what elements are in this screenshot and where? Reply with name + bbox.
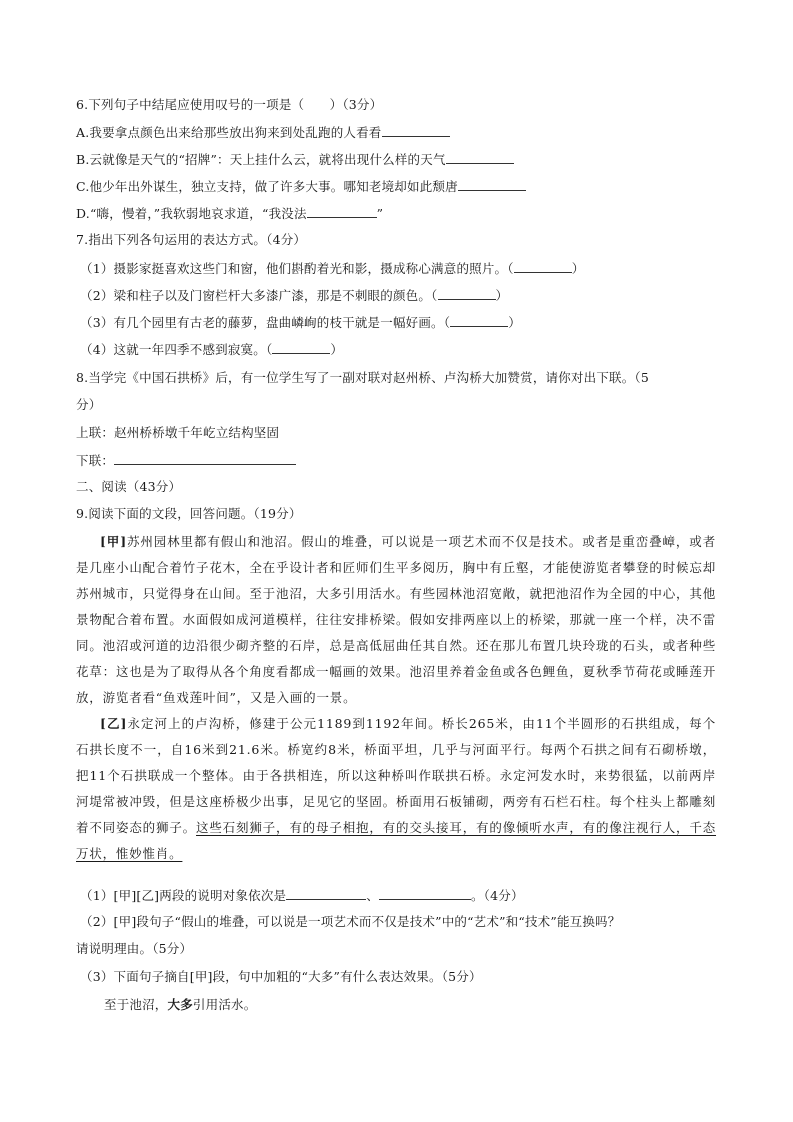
q6-stem: 6.下列句子中结尾应使用叹号的一项是（ ）（3分） <box>76 97 383 112</box>
paren-close: ） <box>495 288 509 303</box>
quote-bold-word: 大多 <box>167 997 193 1012</box>
q6-option-d <box>76 205 723 222</box>
q9-sub-2-line2: 请说明理由。（5分） <box>76 941 193 956</box>
passage-jia-text: 苏州园林里都有假山和池沼。假山的堆叠，可以说是一项艺术而不仅是技术。或者是重峦叠嶂，或者是几座小山配合着竹子花木，全在乎设计者和匠师们生平多阅历，胸中有丘壑，才能使游览者攀登的时候忘却苏州城市，只觉得身在山间。至于池沼，大多引用活水。有些园林池沼宽敞，就把池沼作为全园的中心，其他景物配合着布置。水面假如成河道模样，往往安排桥梁。假如安排两座以上的桥梁，那就一座一个样，决不雷同。池沼或河道的边沿很少砌齐整的石岸，总是高低屈曲任其自然。还在那儿布置几块玲珑的石头，或者种些花草：这也是为了取得从各个角度看都成一幅画的效果。池沼里养着金鱼或各色鲤鱼，夏秋季节荷花或睡莲开放，游览者看“鱼戏莲叶间”，又是入画的一景。 <box>76 534 716 705</box>
section-heading: 二、阅读（43分） <box>76 479 182 494</box>
answer-blank[interactable] <box>307 205 377 218</box>
q6-option-c <box>76 178 723 195</box>
q8-lower-label: 下联： <box>76 453 115 468</box>
q9-sub-1-sep: 、 <box>366 888 379 903</box>
passage-yi <box>76 711 716 867</box>
q9-sub-2-line1: （2）[甲]段句子“假山的堆叠，可以说是一项艺术而不仅是技术”中的“艺术”和“技术”能互换吗？ <box>80 914 621 929</box>
q6-option-d-close: ” <box>376 206 384 221</box>
quote-text: 引用活水。 <box>192 997 257 1012</box>
answer-blank[interactable] <box>272 341 330 354</box>
passage-yi-underlined: 这些石刻狮子，有的母子相抱，有的交头接耳，有的像倾听水声，有的像注视行人，千态万状，惟妙惟肖。 <box>76 820 717 861</box>
answer-blank[interactable] <box>446 151 514 164</box>
q6-option-b <box>76 151 723 168</box>
q7-item-2 <box>80 287 723 304</box>
q7-stem: 7.指出下列各句运用的表达方式。（4分） <box>76 232 307 247</box>
answer-blank[interactable] <box>450 314 508 327</box>
answer-blank[interactable] <box>379 887 471 900</box>
passage-yi-text: 永定河上的卢沟桥，修建于公元1189到1192年间。桥长265米，由11个半圆形的石拱组成，每个石拱长度不一，自16米到21.6米。桥宽约8米，桥面平坦，几乎与河面平行。每两个石拱之间有石砌桥墩，把11个石拱联成一个整体。由于各拱相连，所以这种桥叫作联拱石桥。永定河发水时，来势很猛，以前两岸河堤常被冲毁，但是这座桥极少出事，足见它的坚固。桥面用石板铺砌，两旁有石栏石柱。每个柱头上都雕刻着不同姿态的狮子。 <box>76 716 716 835</box>
paren-close: ） <box>571 261 585 276</box>
q6-option-a-text: A.我要拿点颜色出来给那些放出狗来到处乱跑的人看看 <box>76 125 382 140</box>
paren-close: ） <box>508 315 521 330</box>
answer-blank[interactable] <box>438 287 496 300</box>
q7-item-4 <box>80 341 723 358</box>
q7-item-2-text: （2）梁和柱子以及门窗栏杆大多漆广漆，那是不刺眼的颜色。（ <box>80 288 438 303</box>
q7-item-3 <box>80 314 723 331</box>
q7-item-3-text: （3）有几个园里有古老的藤萝，盘曲嶙峋的枝干就是一幅好画。（ <box>80 315 451 330</box>
answer-blank[interactable] <box>286 887 366 900</box>
q7-item-4-text: （4）这就一年四季不感到寂寞。（ <box>80 342 273 357</box>
q9-sub-1 <box>80 887 723 904</box>
answer-blank[interactable] <box>382 124 450 137</box>
q8-upper-couplet: 上联：赵州桥桥墩千年屹立结构坚固 <box>76 425 280 440</box>
q6-option-a <box>76 124 723 141</box>
q8-stem-line2: 分） <box>76 397 102 412</box>
q9-stem: 9.阅读下面的文段，回答问题。（19分） <box>76 506 302 521</box>
q6-option-d-text: D.“嗨，慢着，”我软弱地哀求道，“我没法 <box>76 206 307 221</box>
q6-option-b-text: B.云就像是天气的“招牌”：天上挂什么云，就将出现什么样的天气 <box>76 152 446 167</box>
passage-jia-tag: [甲] <box>100 534 127 549</box>
q8-lower-couplet <box>76 452 723 469</box>
q7-item-1 <box>80 260 723 277</box>
answer-blank[interactable] <box>114 452 296 465</box>
q9-sub-1-score: 。（4分） <box>470 888 524 903</box>
q6-option-c-text: C.他少年出外谋生，独立支持，做了许多大事。哪知老境却如此颓唐 <box>76 179 458 194</box>
q9-sub-1-text: （1）[甲][乙]两段的说明对象依次是 <box>80 888 287 903</box>
passage-jia <box>76 529 716 711</box>
paren-close: ） <box>330 342 344 357</box>
answer-blank[interactable] <box>514 260 572 273</box>
passage-yi-tag: [乙] <box>100 716 128 731</box>
q7-item-1-text: （1）摄影家挺喜欢这些门和窗，他们斟酌着光和影，摄成称心满意的照片。（ <box>80 261 514 276</box>
q8-stem-line1: 8.当学完《中国石拱桥》后，有一位学生写了一副对联对赵州桥、卢沟桥大加赞赏，请你对出下联。（5 <box>76 370 650 385</box>
answer-blank[interactable] <box>458 178 526 191</box>
q9-sub-3: （3）下面句子摘自[甲]段，句中加粗的“大多”有什么表达效果。（5分） <box>80 969 482 984</box>
q9-sub-3-quote <box>104 997 723 1013</box>
quote-text: 至于池沼， <box>104 997 168 1012</box>
